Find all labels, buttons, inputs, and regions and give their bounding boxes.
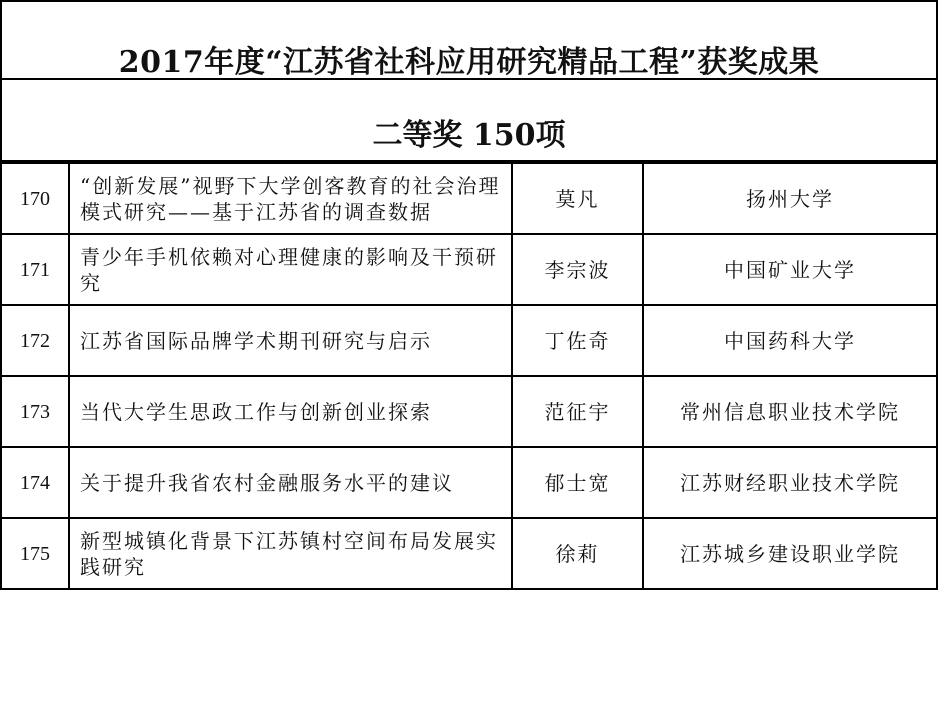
row-number: 174 — [1, 447, 69, 518]
institution-name: 江苏城乡建设职业学院 — [643, 518, 937, 589]
author-name: 李宗波 — [512, 234, 643, 305]
research-topic: “创新发展”视野下大学创客教育的社会治理模式研究——基于江苏省的调查数据 — [69, 163, 512, 234]
research-topic: 当代大学生思政工作与创新创业探索 — [69, 376, 512, 447]
subtitle-cell — [0, 80, 938, 162]
author-name: 徐莉 — [512, 518, 643, 589]
table-row — [1, 518, 937, 589]
table-row — [1, 163, 937, 234]
awards-table — [0, 162, 938, 590]
author-name: 范征宇 — [512, 376, 643, 447]
table-row — [1, 234, 937, 305]
award-level-heading: 二等奖 150项 — [372, 118, 566, 153]
row-number: 170 — [1, 163, 69, 234]
research-topic: 青少年手机依赖对心理健康的影响及干预研究 — [69, 234, 512, 305]
institution-name: 江苏财经职业技术学院 — [643, 447, 937, 518]
institution-name: 中国药科大学 — [643, 305, 937, 376]
row-number: 171 — [1, 234, 69, 305]
table-row — [1, 447, 937, 518]
institution-name: 扬州大学 — [643, 163, 937, 234]
table-row — [1, 376, 937, 447]
row-number: 172 — [1, 305, 69, 376]
institution-name: 中国矿业大学 — [643, 234, 937, 305]
research-topic: 新型城镇化背景下江苏镇村空间布局发展实践研究 — [69, 518, 512, 589]
research-topic: 关于提升我省农村金融服务水平的建议 — [69, 447, 512, 518]
table-row — [1, 305, 937, 376]
title-cell — [0, 0, 938, 80]
author-name: 丁佐奇 — [512, 305, 643, 376]
row-number: 175 — [1, 518, 69, 589]
research-topic: 江苏省国际品牌学术期刊研究与启示 — [69, 305, 512, 376]
document-title: 2017年度“江苏省社科应用研究精品工程”获奖成果 — [118, 45, 820, 80]
author-name: 莫凡 — [512, 163, 643, 234]
row-number: 173 — [1, 376, 69, 447]
author-name: 郁士宽 — [512, 447, 643, 518]
institution-name: 常州信息职业技术学院 — [643, 376, 937, 447]
